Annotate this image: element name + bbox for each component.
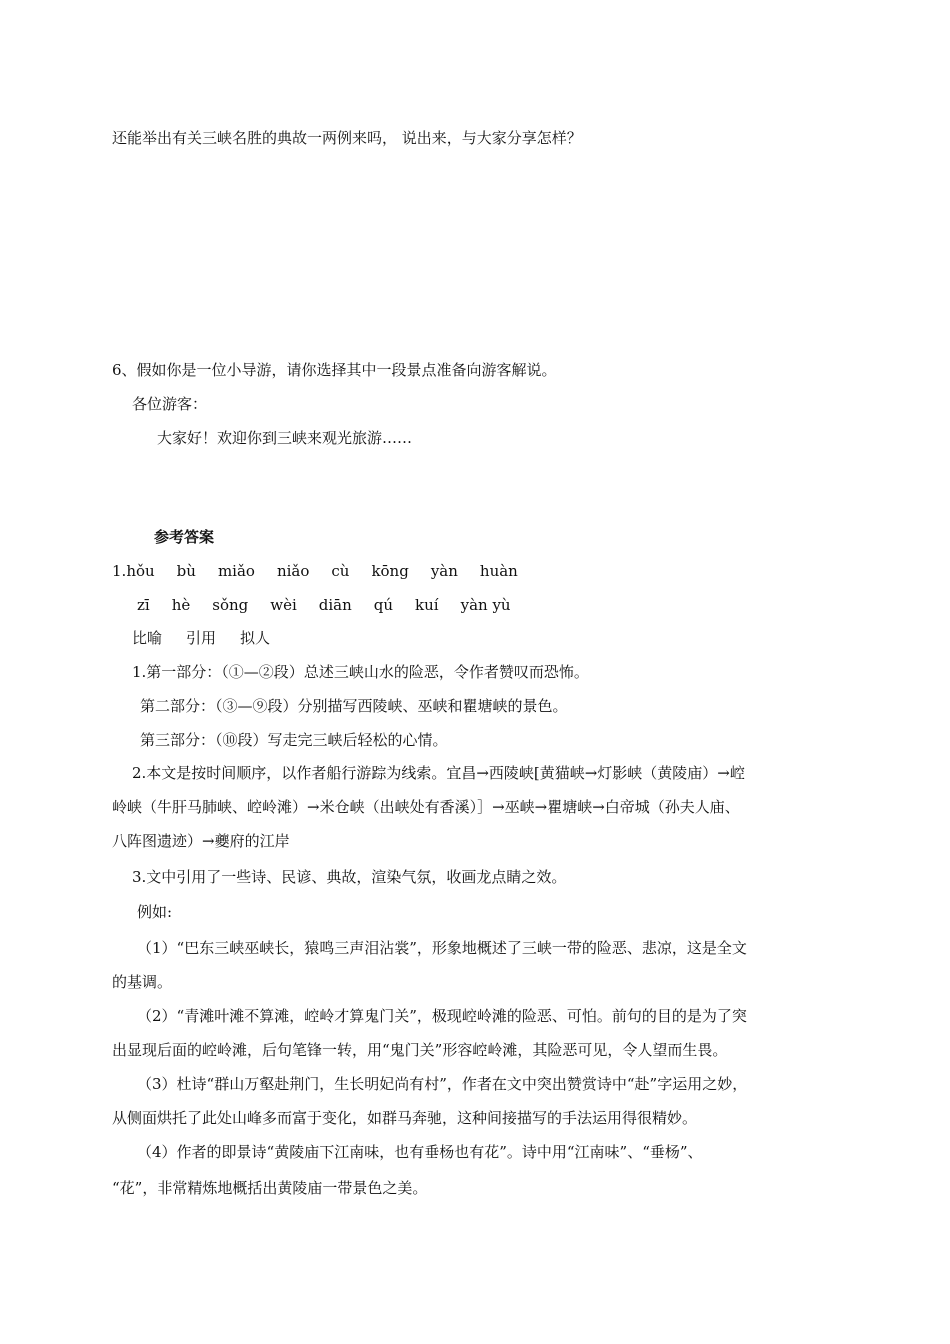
example-1-line-1: （1）“巴东三峡巫峡长，猿鸣三声泪沾裳”，形象地概述了三峡一带的险恶、悲凉，这是全文	[137, 939, 747, 957]
answer-2-line-3: 八阵图遗迹）→夔府的江岸	[112, 832, 290, 850]
pinyin-item: cù	[331, 562, 350, 580]
pinyin-item: wèi	[270, 596, 297, 614]
question-intro: 还能举出有关三峡名胜的典故一两例来吗， 说出来，与大家分享怎样？	[112, 129, 582, 147]
answer-1-part-3: 第三部分：（⑩段）写走完三峡后轻松的心情。	[140, 731, 448, 749]
answer-1-part-1: 1.第一部分：（①—②段）总述三峡山水的险恶，令作者赞叹而恐怖。	[132, 663, 589, 681]
answer-1-part-2: 第二部分：（③—⑨段）分别描写西陵峡、巫峡和瞿塘峡的景色。	[140, 697, 568, 715]
answer-3: 3.文中引用了一些诗、民谚、典故，渲染气氛，收画龙点睛之效。	[132, 868, 567, 886]
example-4-line-2: “花”，非常精炼地概括出黄陵庙一带景色之美。	[112, 1179, 428, 1197]
pinyin-item: yàn yù	[460, 596, 511, 614]
pinyin-item: niǎo	[276, 562, 310, 580]
answers-heading: 参考答案	[154, 528, 215, 546]
answer-2-line-2: 岭峡（牛肝马肺峡、崆岭滩）→米仓峡（出峡处有香溪）］→巫峡→瞿塘峡→白帝城（孙夫人庙、	[112, 798, 740, 816]
pinyin-item: diān	[318, 596, 352, 614]
example-1-line-2: 的基调。	[112, 973, 173, 991]
rhetoric-item: 拟人	[240, 629, 271, 647]
pinyin-item: bù	[176, 562, 196, 580]
example-label: 例如:	[137, 903, 173, 921]
pinyin-item: sǒng	[212, 596, 249, 614]
pinyin-item: huàn	[479, 562, 518, 580]
example-2-line-1: （2）“青滩叶滩不算滩，崆岭才算鬼门关”，极现崆岭滩的险恶、可怕。前句的目的是为了突	[137, 1007, 747, 1025]
rhetoric-item: 比喻	[132, 629, 163, 647]
pinyin-row-2	[137, 595, 533, 615]
opening-line: 大家好！欢迎你到三峡来观光旅游……	[157, 429, 413, 447]
answer-2-line-1: 2.本文是按时间顺序，以作者船行游踪为线索。宜昌→西陵峡[黄猫峡→灯影峡（黄陵庙）→崆	[132, 764, 745, 782]
rhetoric-row	[132, 628, 294, 648]
pinyin-item: yàn	[430, 562, 458, 580]
question-6: 6、假如你是一位小导游，请你选择其中一段景点准备向游客解说。	[112, 361, 557, 379]
example-3-line-1: （3）杜诗“群山万壑赴荆门，生长明妃尚有村”，作者在文中突出赞赏诗中“赴”字运用之妙，	[137, 1075, 748, 1093]
example-4-line-1: （4）作者的即景诗“黄陵庙下江南味，也有垂杨也有花”。诗中用“江南味”、“垂杨”、	[137, 1143, 703, 1161]
greeting: 各位游客：	[132, 395, 208, 413]
example-2-line-2: 出显现后面的崆岭滩，后句笔锋一转，用“鬼门关”形容崆岭滩，其险恶可见，令人望而生畏。	[112, 1041, 728, 1059]
pinyin-item: kōng	[371, 562, 409, 580]
pinyin-item: hǒu	[126, 562, 155, 580]
pinyin-item: hè	[171, 596, 191, 614]
pinyin-item: zī	[137, 596, 150, 614]
pinyin-prefix: 1.	[112, 562, 127, 580]
pinyin-item: miǎo	[217, 562, 255, 580]
pinyin-item: qú	[373, 596, 394, 614]
pinyin-item: kuí	[415, 596, 439, 614]
rhetoric-item: 引用	[186, 629, 217, 647]
example-3-line-2: 从侧面烘托了此处山峰多而富于变化，如群马奔驰，这种间接描写的手法运用得很精妙。	[112, 1109, 698, 1127]
pinyin-row-1	[112, 561, 540, 581]
